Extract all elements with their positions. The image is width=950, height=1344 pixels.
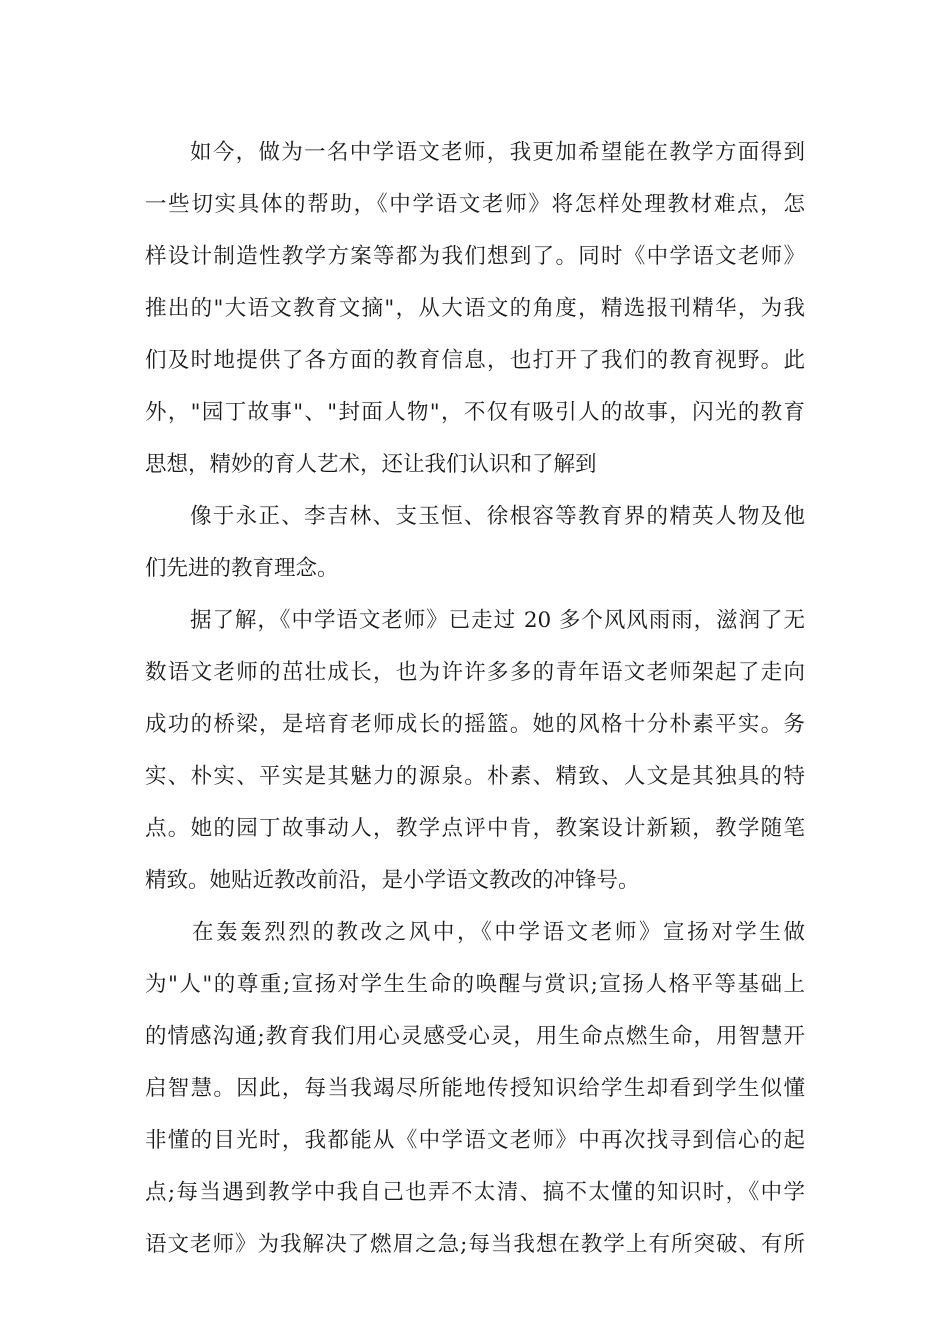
text-line: 语文老师》为我解决了燃眉之急;每当我想在教学上有所突破、有所 bbox=[145, 1232, 805, 1257]
text-line: 样设计制造性教学方案等都为我们想到了。同时《中学语文老师》 bbox=[145, 244, 805, 269]
text-line: 思想，精妙的育人艺术，还让我们认识和了解到 bbox=[145, 452, 597, 477]
text-line: 一些切实具体的帮助，《中学语文老师》将怎样处理教材难点，怎 bbox=[145, 192, 805, 217]
text-line: 推出的"大语文教育文摘"，从大语文的角度，精选报刊精华，为我 bbox=[145, 296, 805, 321]
text-line: 在轰轰烈烈的教改之风中，《中学语文老师》宣扬对学生做 bbox=[192, 920, 805, 945]
text-line: 像于永正、李吉林、支玉恒、徐根容等教育界的精英人物及他 bbox=[190, 504, 805, 529]
text-line: 们先进的教育理念。 bbox=[145, 556, 339, 581]
text-line: 精致。她贴近教改前沿，是小学语文教改的冲锋号。 bbox=[145, 868, 640, 893]
document-body bbox=[145, 127, 805, 1271]
text-line: 非懂的目光时，我都能从《中学语文老师》中再次找寻到信心的起 bbox=[145, 1128, 805, 1153]
paragraph-4 bbox=[145, 907, 805, 1271]
text-line: 点;每当遇到教学中我自己也弄不太清、搞不太懂的知识时，《中学 bbox=[145, 1180, 805, 1205]
text-line: 据了解，《中学语文老师》已走过 20 多个风风雨雨，滋润了无 bbox=[190, 608, 805, 633]
text-line: 们及时地提供了各方面的教育信息，也打开了我们的教育视野。此 bbox=[145, 348, 805, 373]
text-line: 数语文老师的茁壮成长，也为许许多多的青年语文老师架起了走向 bbox=[145, 660, 805, 685]
paragraph-2 bbox=[145, 491, 805, 595]
text-line: 外，"园丁故事"、"封面人物"，不仅有吸引人的故事，闪光的教育 bbox=[145, 400, 805, 425]
text-line: 为"人"的尊重;宣扬对学生生命的唤醒与赏识;宣扬人格平等基础上 bbox=[145, 972, 805, 997]
text-line: 的情感沟通;教育我们用心灵感受心灵，用生命点燃生命，用智慧开 bbox=[145, 1024, 805, 1049]
text-line: 成功的桥梁，是培育老师成长的摇篮。她的风格十分朴素平实。务 bbox=[145, 712, 805, 737]
text-line: 启智慧。因此，每当我竭尽所能地传授知识给学生却看到学生似懂 bbox=[145, 1076, 805, 1101]
text-line: 点。她的园丁故事动人，教学点评中肯，教案设计新颖，教学随笔 bbox=[145, 816, 805, 841]
text-line: 如今，做为一名中学语文老师，我更加希望能在教学方面得到 bbox=[190, 140, 805, 165]
paragraph-1 bbox=[145, 127, 805, 491]
paragraph-3 bbox=[145, 595, 805, 907]
text-line: 实、朴实、平实是其魅力的源泉。朴素、精致、人文是其独具的特 bbox=[145, 764, 805, 789]
